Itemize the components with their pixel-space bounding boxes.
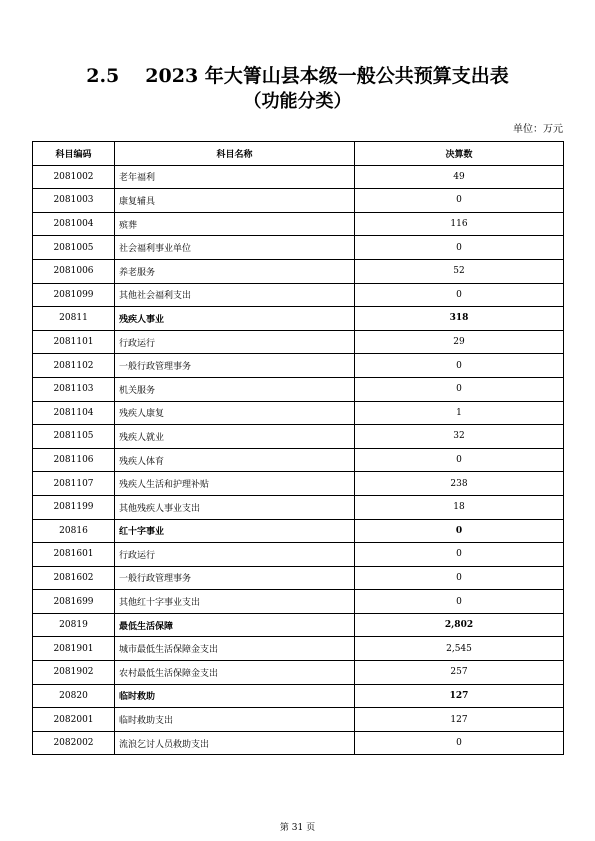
row-value: 318 [355,307,564,331]
row-value: 238 [355,472,564,496]
row-code: 20816 [33,519,115,543]
row-code: 2082002 [33,731,115,755]
row-value: 18 [355,495,564,519]
row-value: 116 [355,212,564,236]
row-code: 20819 [33,613,115,637]
row-value: 257 [355,661,564,685]
row-name: 残疾人生活和护理补贴 [115,472,355,496]
table-row [33,212,564,236]
row-code: 20811 [33,307,115,331]
row-code: 2081005 [33,236,115,260]
row-code: 2081103 [33,377,115,401]
table-row [33,613,564,637]
table-row [33,354,564,378]
table-row [33,259,564,283]
title-text: 2023 年大箐山县本级一般公共预算支出表 [145,65,509,87]
row-name: 红十字事业 [115,519,355,543]
row-value: 0 [355,377,564,401]
row-code: 2081006 [33,259,115,283]
row-code: 2081602 [33,566,115,590]
row-name: 社会福利事业单位 [115,236,355,260]
table-header-row [33,142,564,166]
header-value: 决算数 [355,142,564,166]
row-code: 2081104 [33,401,115,425]
table-row [33,330,564,354]
row-name: 残疾人康复 [115,401,355,425]
table-row [33,661,564,685]
row-code: 2082001 [33,708,115,732]
row-name: 行政运行 [115,330,355,354]
table-row [33,377,564,401]
row-value: 0 [355,354,564,378]
row-name: 机关服务 [115,377,355,401]
row-name: 其他残疾人事业支出 [115,495,355,519]
table-row [33,708,564,732]
table-row [33,566,564,590]
table-row [33,236,564,260]
row-code: 2081601 [33,543,115,567]
row-name: 养老服务 [115,259,355,283]
table-row [33,519,564,543]
row-value: 0 [355,283,564,307]
table-row [33,283,564,307]
row-code: 2081106 [33,448,115,472]
row-name: 一般行政管理事务 [115,566,355,590]
row-value: 0 [355,731,564,755]
page-title [0,64,595,88]
row-value: 0 [355,448,564,472]
row-value: 0 [355,189,564,213]
row-value: 0 [355,236,564,260]
row-code: 2081902 [33,661,115,685]
row-value: 0 [355,566,564,590]
row-value: 1 [355,401,564,425]
row-name: 临时救助 [115,684,355,708]
row-code: 2081199 [33,495,115,519]
row-code: 2081102 [33,354,115,378]
table-row [33,731,564,755]
table-row [33,448,564,472]
row-value: 0 [355,543,564,567]
section-number: 2.5 [86,65,120,87]
table-row [33,472,564,496]
row-code: 2081003 [33,189,115,213]
table-row [33,425,564,449]
row-code: 2081105 [33,425,115,449]
row-code: 2081004 [33,212,115,236]
row-name: 临时救助支出 [115,708,355,732]
row-code: 2081901 [33,637,115,661]
row-value: 52 [355,259,564,283]
budget-table [32,141,564,755]
row-name: 老年福利 [115,165,355,189]
row-name: 城市最低生活保障金支出 [115,637,355,661]
row-name: 其他红十字事业支出 [115,590,355,614]
page-number: 第 31 页 [279,823,316,833]
table-row [33,401,564,425]
row-name: 残疾人体育 [115,448,355,472]
table-row [33,637,564,661]
row-value: 2,545 [355,637,564,661]
row-name: 农村最低生活保障金支出 [115,661,355,685]
row-name: 残疾人就业 [115,425,355,449]
header-code: 科目编码 [33,142,115,166]
table-row [33,590,564,614]
table-row [33,307,564,331]
row-value: 49 [355,165,564,189]
table-row [33,684,564,708]
row-value: 127 [355,684,564,708]
row-code: 2081099 [33,283,115,307]
row-code: 20820 [33,684,115,708]
row-name: 流浪乞讨人员救助支出 [115,731,355,755]
header-name: 科目名称 [115,142,355,166]
row-value: 32 [355,425,564,449]
row-value: 2,802 [355,613,564,637]
page-subtitle: （功能分类） [243,91,352,112]
table-row [33,495,564,519]
row-name: 最低生活保障 [115,613,355,637]
row-name: 殡葬 [115,212,355,236]
row-code: 2081107 [33,472,115,496]
row-name: 康复辅具 [115,189,355,213]
row-name: 行政运行 [115,543,355,567]
row-value: 127 [355,708,564,732]
row-code: 2081101 [33,330,115,354]
row-value: 0 [355,590,564,614]
row-code: 2081699 [33,590,115,614]
table-row [33,189,564,213]
unit-label: 单位：万元 [513,124,563,135]
row-name: 残疾人事业 [115,307,355,331]
row-name: 其他社会福利支出 [115,283,355,307]
table-row [33,165,564,189]
row-name: 一般行政管理事务 [115,354,355,378]
row-value: 29 [355,330,564,354]
row-code: 2081002 [33,165,115,189]
row-value: 0 [355,519,564,543]
table-row [33,543,564,567]
